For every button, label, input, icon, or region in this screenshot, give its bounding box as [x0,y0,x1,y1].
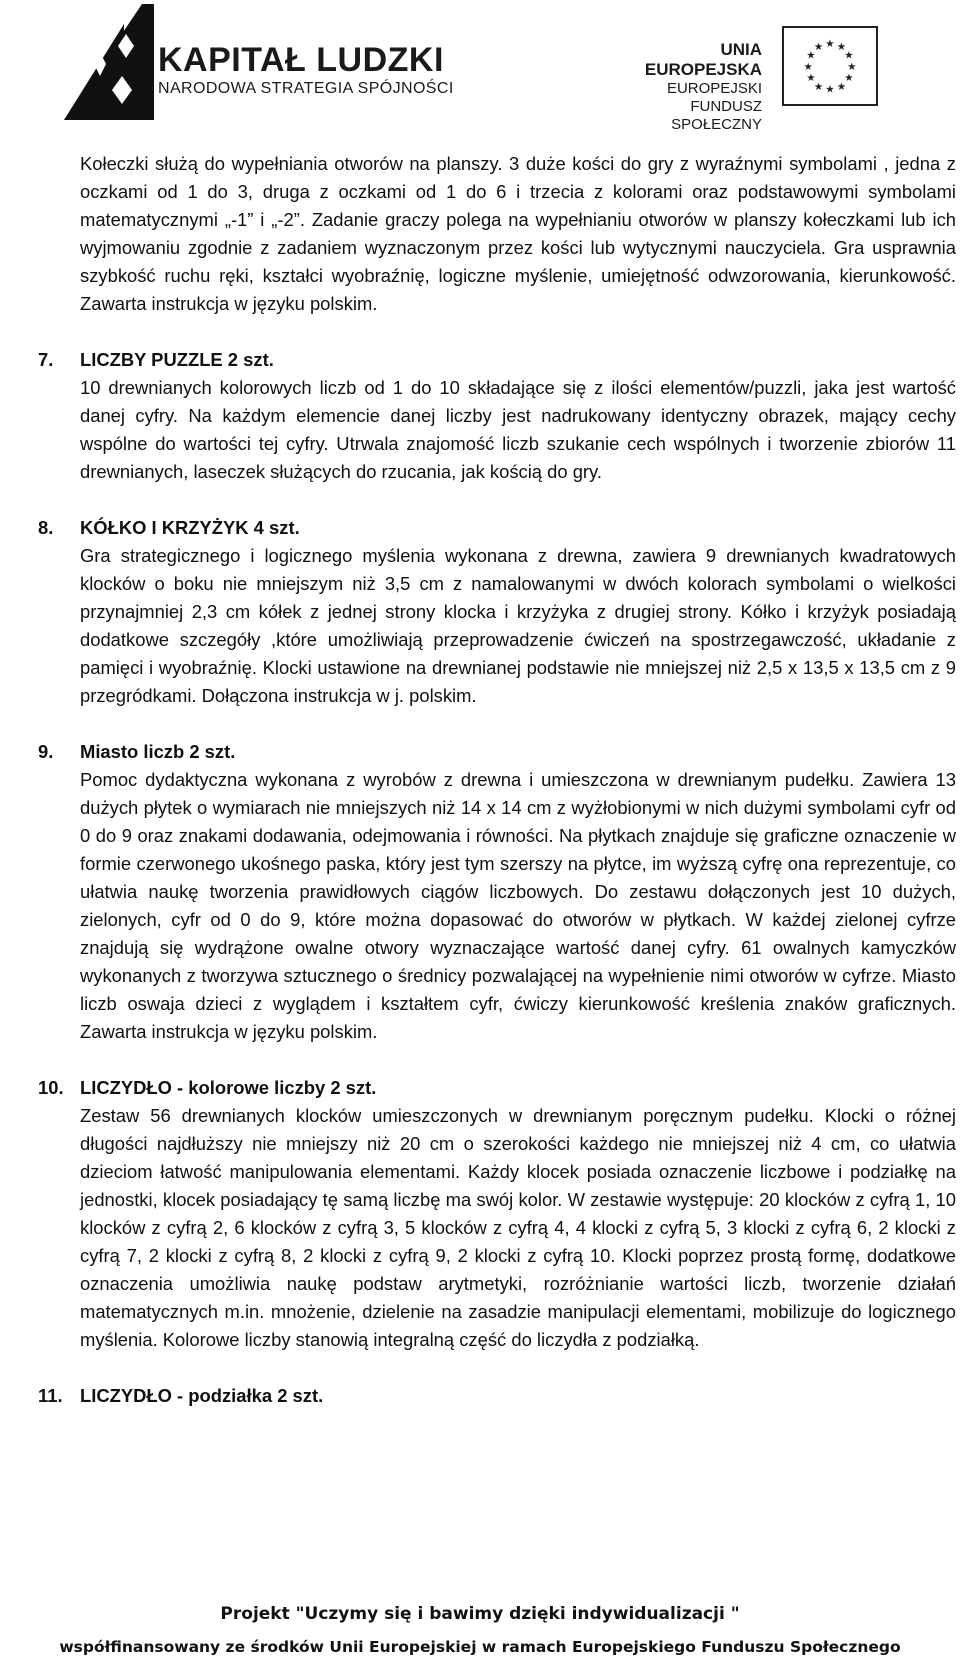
section-body: Gra strategicznego i logicznego myślenia wykonana z drewna, zawiera 9 drewnianych kwadratowych klocków o boku nie mniejszym niż 3,5 cm z namalowanymi w dwóch kolorach symbolami o wielkości przynajmniej 2,3 cm kółek z jednej strony klocka i krzyżyka z drugiej strony. Kółko i krzyżyk posiadają dodatkowe szczegóły ,które umożliwiają przeprowadzenie ćwiczeń na spostrzegawczość, układanie z pamięci i wyobraźnię. Klocki ustawione na drewnianej podstawie nie mniejszej niż 2,5 x 13,5 x 13,5 cm z 9 przegródkami. Dołączona instrukcja w j. polskim. [80,545,956,706]
svg-text:★: ★ [806,72,816,85]
eu-line-3: FUNDUSZ SPOŁECZNY [671,98,762,133]
section-title: LICZBY PUZZLE 2 szt. [80,349,274,370]
section-heading [38,1382,956,1410]
svg-text:★: ★ [813,40,824,53]
kapital-ludzki-subtitle: NARODOWA STRATEGIA SPÓJNOŚCI [158,80,454,97]
section-11 [38,1382,956,1410]
section-body: Pomoc dydaktyczna wykonana z wyrobów z drewna i umieszczona w drewnianym pudełku. Zawiera 13 dużych płytek o wymiarach nie mniejszych niż 14 x 14 cm z wyżłobionymi w nich dużymi symbolami cyfr od 0 do 9 oraz znakami dodawania, odejmowania i równości. Na płytkach znajduje się graficzne oznaczenie w formie czerwonego ukośnego paska, który jest tym szerszy na płytce, im wyższą cyfrę ona reprezentuje, co ułatwia naukę tworzenia prawidłowych ciągów liczbowych. Do zestawu dołączonych jest 10 dużych, zielonych, cyfr od 0 do 9, które można dopasować do otworów w płytkach. W każdej zielonej cyfrze znajdują się wydrążone owalne otwory wyznaczające wartość danej cyfry. 61 owalnych kamyczków wykonanych z tworzywa sztucznego o średnicy pozwalającej na wypełnienie nimi otworów w cyfrze. Miasto liczb oswaja dzieci z wyglądem i kształtem cyfr, ćwiczy kierunkowość kreślenia znaków graficznych. Zawarta instrukcja w języku polskim. [80,769,956,1042]
section-title: Miasto liczb 2 szt. [80,741,236,762]
footer-cofinanced: współfinansowany ze środków Unii Europejskiej w ramach Europejskiego Funduszu Społecznego [59,1638,901,1656]
svg-text:★: ★ [806,49,816,62]
section-heading [38,514,956,542]
document-body [38,150,956,1410]
svg-text:★: ★ [844,49,854,62]
svg-text:★: ★ [844,72,854,85]
kapital-ludzki-wordmark [158,42,454,98]
kapital-ludzki-title: KAPITAŁ LUDZKI [158,41,444,79]
section-body: 10 drewnianych kolorowych liczb od 1 do 10 składające się z ilości elementów/puzzli, jaka jest wartość danej cyfry. Na każdym elemencie danej liczby jest nadrukowany identyczny obrazek, mający cechy wspólne do wartości tej cyfry. Utrwala znajomość liczb szukanie cech wspólnych i tworzenie zbiorów 11 drewnianych, laseczek służących do rzucania, jak kością do gry. [80,377,956,482]
section-9 [38,738,956,1046]
intro-paragraph: Kołeczki służą do wypełniania otworów na planszy. 3 duże kości do gry z wyraźnymi symbolami , jedna z oczkami od 1 do 3, druga z oczkami od 1 do 6 i trzecia z kolorami oraz podstawowymi symbolami matematycznymi „-1” i „-2”. Zadanie graczy polega na wypełnianiu otworów w planszy kołeczkami lub ich wyjmowaniu zgodnie z zadaniem wyznaczonym przez kości lub wytycznymi nauczyciela. Gra usprawnia szybkość ruchu ręki, kształci wyobraźnię, logiczne myślenie, umiejętność odwzorowania, kierunkowość. Zawarta instrukcja w języku polskim. [80,153,956,314]
svg-text:★: ★ [803,60,813,73]
section-heading [38,346,956,374]
section-number: 7. [38,349,54,370]
eu-wordmark [602,40,762,134]
svg-text:★: ★ [836,80,847,93]
section-title: LICZYDŁO - podziałka 2 szt. [80,1385,324,1406]
kapital-ludzki-logo-icon [64,4,154,120]
svg-text:★: ★ [825,83,835,96]
eu-line-2: EUROPEJSKI [666,80,762,97]
footer-project: Projekt "Uczymy się i bawimy dzięki indywidualizacji " [220,1604,740,1624]
svg-text:★: ★ [813,80,824,93]
svg-text:★: ★ [825,38,835,50]
page-header [0,0,960,133]
section-10 [38,1074,956,1354]
svg-text:★: ★ [847,60,857,73]
section-heading [38,1074,956,1102]
eu-line-1: UNIA EUROPEJSKA [644,40,762,79]
section-title: LICZYDŁO - kolorowe liczby 2 szt. [80,1077,377,1098]
eu-flag-icon [782,26,878,106]
section-heading [38,738,956,766]
section-body: Zestaw 56 drewnianych klocków umieszczonych w drewnianym poręcznym pudełku. Klocki o różnej długości najdłuższy nie mniejszy niż 20 cm o szerokości każdego nie mniejszej niż 4 cm, co ułatwia dzieciom łatwość manipulowania elementami. Każdy klocek posiada oznaczenie liczbowe i podziałkę na jednostki, klocek posiadający tę samą liczbę ma swój kolor. W zestawie występuje: 20 klocków z cyfrą 1, 10 klocków z cyfrą 2, 6 klocków z cyfrą 3, 5 klocków z cyfrą 4, 4 klocki z cyfrą 5, 3 klocki z cyfrą 6, 2 klocki z cyfrą 7, 2 klocki z cyfrą 8, 2 klocki z cyfrą 9, 2 klocki z cyfrą 10. Klocki poprzez prostą formę, dodatkowe oznaczenia umożliwia naukę podstaw arytmetyki, rozróżnianie wartości liczb, tworzenie działań matematycznych m.in. mnożenie, dzielenie na zasadzie manipulacji elementami, mobilizuje do logicznego myślenia. Kolorowe liczby stanowią integralną część do liczydła z podziałką. [80,1105,956,1350]
svg-text:★: ★ [836,40,847,53]
section-title: KÓŁKO I KRZYŻYK 4 szt. [80,517,300,538]
section-8 [38,514,956,710]
section-number: 10. [38,1077,64,1098]
section-7 [38,346,956,486]
section-number: 11. [38,1385,63,1406]
section-number: 9. [38,741,54,762]
section-number: 8. [38,517,54,538]
